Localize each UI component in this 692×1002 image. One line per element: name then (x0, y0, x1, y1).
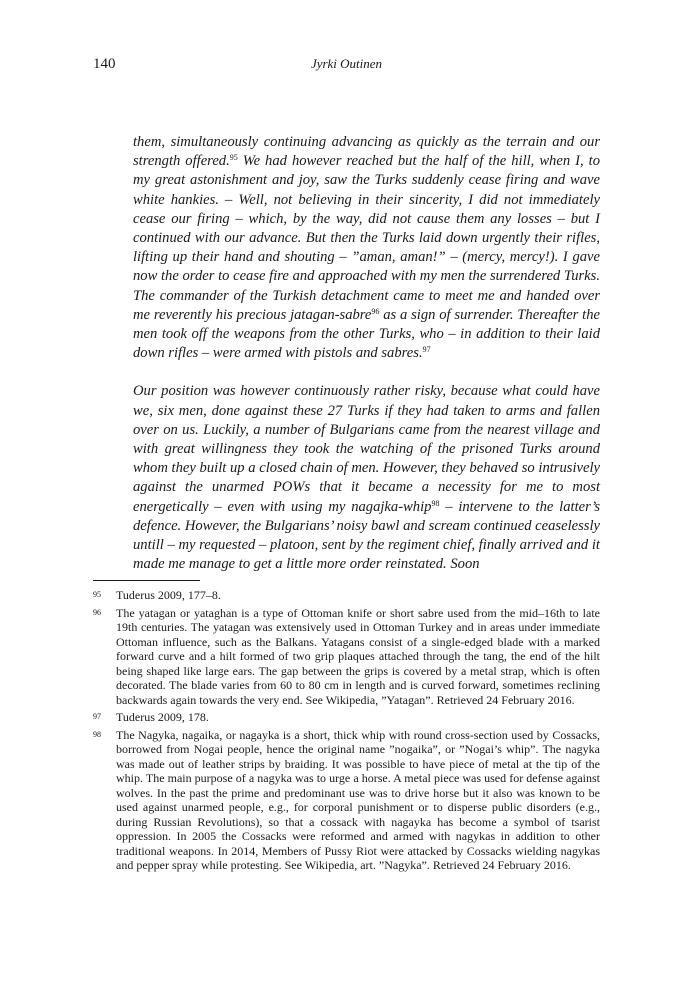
footnote-text: Tuderus 2009, 178. (116, 710, 209, 724)
page-number: 140 (93, 56, 116, 72)
footnote-text: The yatagan or yataghan is a type of Ottoman knife or short sabre used from the mid–16th to late 19th centuries. The yatagan was extensively used in Ottoman Turkey and in areas under immediate Ottoman influence, such as the Balkans. Yatagans consist of a single-edged blade with a marked forward curve and a hilt formed of two grip plaques attached through the tang, the end of the hilt being shaped like large ears. The gap between the grips is covered by a metal strap, which is often decorated. The blade varies from 60 to 80 cm in length and is curved forward, sometimes reclining backwards again towards the very end. See Wikipedia, ”Yatagan”. Retrieved 24 February 2016. (116, 605, 600, 707)
footnote-number: 96 (93, 607, 101, 617)
quoted-passage (133, 133, 600, 574)
footnote-number: 98 (93, 729, 101, 739)
quote-paragraph-2 (133, 382, 600, 574)
footnote-reference[interactable]: 98 (431, 498, 440, 508)
quote-text: We had however reached but the half of the hill, when I, to my great astonishment and joy, saw the Turks suddenly cease firing and wave white hankies. – Well, not believing in their sincerity, I did not immediately cease our firing – which, by the way, did not cause them any losses – but I continued with our advance. But then the Turks laid down urgently their rifles, lifting up their hand and shouting – ”aman, aman!” – (mercy, mercy!). I gave now the order to cease fire and approached with my men the surrendered Turks. The commander of the Turkish detachment came to meet me and handed over me reverently his precious jatagan-sabre (133, 153, 600, 323)
footnote-separator (93, 580, 200, 581)
footnote-reference[interactable]: 95 (229, 153, 238, 163)
quote-paragraph-1 (133, 133, 600, 363)
footnote-97 (93, 710, 600, 725)
footnote-reference[interactable]: 97 (422, 345, 431, 355)
quote-text: as a sign of surrender. Thereafter the men took off the weapons from the other Turks, who – in addition to their laid down rifles – were armed with pistols and sabres. (133, 306, 600, 362)
quote-text: them, simultaneously continuing advancing as quickly as the terrain and our strength offered. (133, 134, 600, 170)
running-head-author: Jyrki Outinen (310, 56, 383, 71)
page-header (93, 56, 600, 76)
footnote-95 (93, 588, 600, 603)
footnote-98 (93, 728, 600, 873)
quote-text: – intervene to the latter’s defence. However, the Bulgarians’ noisy bawl and scream continued ceaselessly untill – my requested – platoon, sent by the regiment chief, finally arrived and it made me manage to get a little more order reinstated. Soon (133, 498, 600, 573)
footnote-96 (93, 606, 600, 708)
footnote-number: 95 (93, 590, 101, 599)
footnote-number: 97 (93, 712, 101, 721)
quote-text: Our position was however continuously rather risky, because what could have we, six men, done against these 27 Turks if they had taken to arms and fallen over on us. Luckily, a number of Bulgarians came from the nearest village and with great willingness they took the watching of the prisoned Turks around whom they built up a closed chain of men. However, they behaved so intrusively against the unarmed POWs that it became a necessity for me to most energetically – even with using my nagajka-whip (133, 383, 600, 515)
footnote-reference[interactable]: 96 (371, 306, 380, 316)
footnote-text: The Nagyka, nagaika, or nagayka is a short, thick whip with round cross-section used by Cossacks, borrowed from Nogai people, hence the original name ”nogaika”, or ”Nogai’s whip”. The nagyka was made out of leather strips by braiding. It was possible to have piece of metal at the tip of the whip. The main purpose of a nagyka was to urge a horse. A metal piece was used for defense against wolves. In the past the prime and predominant use was to drive horse but it also was known to be used against unarmed people, e.g., for corporal punishment or to disperse public disorders (e.g., during Russian Revolutions), so that a cossack with nagayka has become a symbol of tsarist oppression. In 2005 the Cossacks were reformed and armed with nagykas in addition to other traditional weapons. In 2014, Members of Pussy Riot were attacked by Cossacks wielding nagykas and pepper spray while protesting. See Wikipedia, art. ”Nagyka”. Retrieved 24 February 2016. (116, 727, 600, 872)
footnote-text: Tuderus 2009, 177–8. (116, 588, 221, 602)
footnotes-section (93, 588, 600, 876)
